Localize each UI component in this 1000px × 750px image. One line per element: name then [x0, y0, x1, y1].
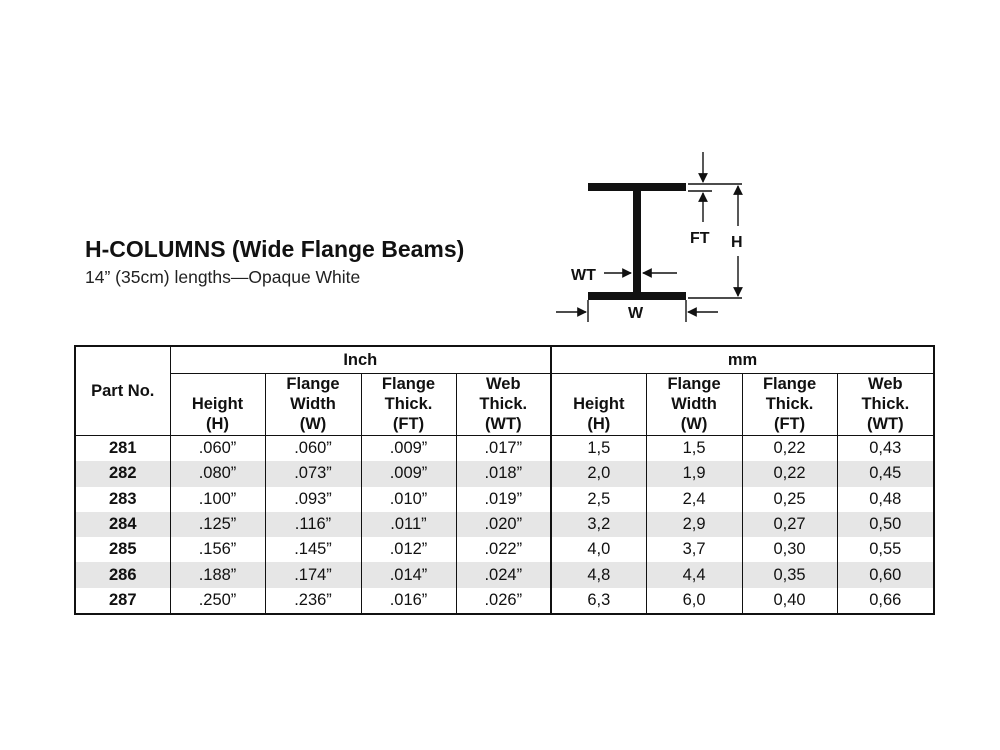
top-flange: [588, 183, 686, 191]
mm-flange-thick-cell: 0,40: [742, 588, 837, 614]
inch-flange-width-cell: .236”: [265, 588, 361, 614]
part-number-cell: 287: [75, 588, 170, 614]
header-line: Flange: [667, 375, 721, 393]
header-line: Web: [486, 375, 521, 393]
table-body: [75, 436, 934, 615]
inch-height-header: [170, 374, 265, 436]
inch-flange-width-cell: .093”: [265, 487, 361, 512]
inch-flange-thick-cell: .011”: [361, 512, 456, 537]
inch-flange-thick-cell: .016”: [361, 588, 456, 614]
mm-web-thick-cell: 0,48: [837, 487, 934, 512]
inch-web-thick-cell: .024”: [456, 562, 551, 587]
header-line: (H): [587, 415, 611, 433]
mm-web-thick-header: [837, 374, 934, 436]
table-row: [75, 487, 934, 512]
beam-profile: [588, 183, 686, 300]
mm-flange-thick-header: [742, 374, 837, 436]
inch-flange-width-cell: .116”: [265, 512, 361, 537]
inch-height-cell: .250”: [170, 588, 265, 614]
mm-flange-width-header: [646, 374, 742, 436]
header-line: (WT): [484, 415, 522, 433]
header-line: (FT): [392, 415, 425, 433]
header-line: Width: [290, 395, 336, 413]
part-number-cell: 283: [75, 487, 170, 512]
ft-label: FT: [690, 230, 710, 247]
header-line: Thick.: [384, 395, 433, 413]
inch-web-thick-cell: .019”: [456, 487, 551, 512]
page-title: H-COLUMNS (Wide Flange Beams): [85, 236, 465, 262]
inch-web-thick-cell: .018”: [456, 461, 551, 486]
inch-web-thick-cell: .022”: [456, 537, 551, 562]
mm-height-cell: 1,5: [551, 436, 646, 462]
header-line: Flange: [762, 375, 817, 393]
column-header-row: [75, 374, 934, 436]
inch-flange-width-cell: .145”: [265, 537, 361, 562]
table-row: [75, 588, 934, 614]
mm-flange-thick-cell: 0,22: [742, 461, 837, 486]
w-label: W: [628, 305, 644, 322]
table-row: [75, 461, 934, 486]
inch-flange-thick-cell: .009”: [361, 436, 456, 462]
inch-web-thick-header: [456, 374, 551, 436]
page-subtitle: 14” (35cm) lengths—Opaque White: [85, 267, 361, 287]
mm-web-thick-cell: 0,60: [837, 562, 934, 587]
header-line: Thick.: [765, 395, 814, 413]
mm-height-cell: 6,3: [551, 588, 646, 614]
inch-flange-thick-cell: .009”: [361, 461, 456, 486]
header-line: (W): [299, 415, 327, 433]
mm-web-thick-cell: 0,43: [837, 436, 934, 462]
mm-web-thick-cell: 0,45: [837, 461, 934, 486]
header-line: Width: [671, 395, 717, 413]
mm-height-header: [551, 374, 646, 436]
mm-flange-width-cell: 1,9: [646, 461, 742, 486]
inch-height-cell: .156”: [170, 537, 265, 562]
part-number-cell: 281: [75, 436, 170, 462]
inch-flange-width-cell: .073”: [265, 461, 361, 486]
header-line: (WT): [866, 415, 904, 433]
inch-height-cell: .188”: [170, 562, 265, 587]
inch-height-cell: .100”: [170, 487, 265, 512]
mm-flange-width-cell: 2,4: [646, 487, 742, 512]
mm-flange-width-cell: 3,7: [646, 537, 742, 562]
header-line: Thick.: [861, 395, 910, 413]
table-row: [75, 537, 934, 562]
inch-flange-thick-cell: .012”: [361, 537, 456, 562]
inch-flange-width-header: [265, 374, 361, 436]
inch-web-thick-cell: .026”: [456, 588, 551, 614]
header-line: Flange: [381, 375, 436, 393]
part-number-cell: 284: [75, 512, 170, 537]
table-row: [75, 562, 934, 587]
mm-web-thick-cell: 0,66: [837, 588, 934, 614]
mm-flange-thick-cell: 0,25: [742, 487, 837, 512]
mm-height-cell: 4,0: [551, 537, 646, 562]
mm-flange-width-cell: 4,4: [646, 562, 742, 587]
mm-flange-thick-cell: 0,27: [742, 512, 837, 537]
header-line: (FT): [773, 415, 806, 433]
inch-height-cell: .125”: [170, 512, 265, 537]
mm-flange-width-cell: 2,9: [646, 512, 742, 537]
table-row: [75, 512, 934, 537]
wt-label: WT: [571, 267, 596, 284]
dimensions-table: [74, 345, 935, 615]
inch-flange-thick-header: [361, 374, 456, 436]
header-line: Flange: [286, 375, 340, 393]
mm-height-cell: 3,2: [551, 512, 646, 537]
inch-height-cell: .080”: [170, 461, 265, 486]
inch-web-thick-cell: .020”: [456, 512, 551, 537]
header-line: Height: [573, 395, 625, 413]
header-line: Web: [868, 375, 903, 393]
inch-height-cell: .060”: [170, 436, 265, 462]
web: [633, 191, 641, 292]
part-number-cell: 286: [75, 562, 170, 587]
inch-flange-width-cell: .174”: [265, 562, 361, 587]
part-no-header: Part No.: [75, 346, 170, 436]
header-line: (W): [680, 415, 708, 433]
mm-flange-width-cell: 1,5: [646, 436, 742, 462]
header-line: Height: [191, 395, 244, 413]
inch-web-thick-cell: .017”: [456, 436, 551, 462]
part-number-cell: 285: [75, 537, 170, 562]
bottom-flange: [588, 292, 686, 300]
mm-height-cell: 2,0: [551, 461, 646, 486]
header-line: (H): [206, 415, 229, 433]
inch-flange-width-cell: .060”: [265, 436, 361, 462]
mm-web-thick-cell: 0,50: [837, 512, 934, 537]
mm-web-thick-cell: 0,55: [837, 537, 934, 562]
table-row: [75, 436, 934, 462]
mm-flange-thick-cell: 0,35: [742, 562, 837, 587]
part-number-cell: 282: [75, 461, 170, 486]
inch-flange-thick-cell: .014”: [361, 562, 456, 587]
mm-height-cell: 4,8: [551, 562, 646, 587]
mm-flange-width-cell: 6,0: [646, 588, 742, 614]
h-label: H: [731, 234, 743, 251]
inch-group-header: Inch: [170, 346, 551, 374]
header-line: Thick.: [479, 395, 528, 413]
h-column-diagram: [550, 145, 770, 330]
mm-group-header: mm: [551, 346, 934, 374]
mm-height-cell: 2,5: [551, 487, 646, 512]
mm-flange-thick-cell: 0,22: [742, 436, 837, 462]
inch-flange-thick-cell: .010”: [361, 487, 456, 512]
mm-flange-thick-cell: 0,30: [742, 537, 837, 562]
